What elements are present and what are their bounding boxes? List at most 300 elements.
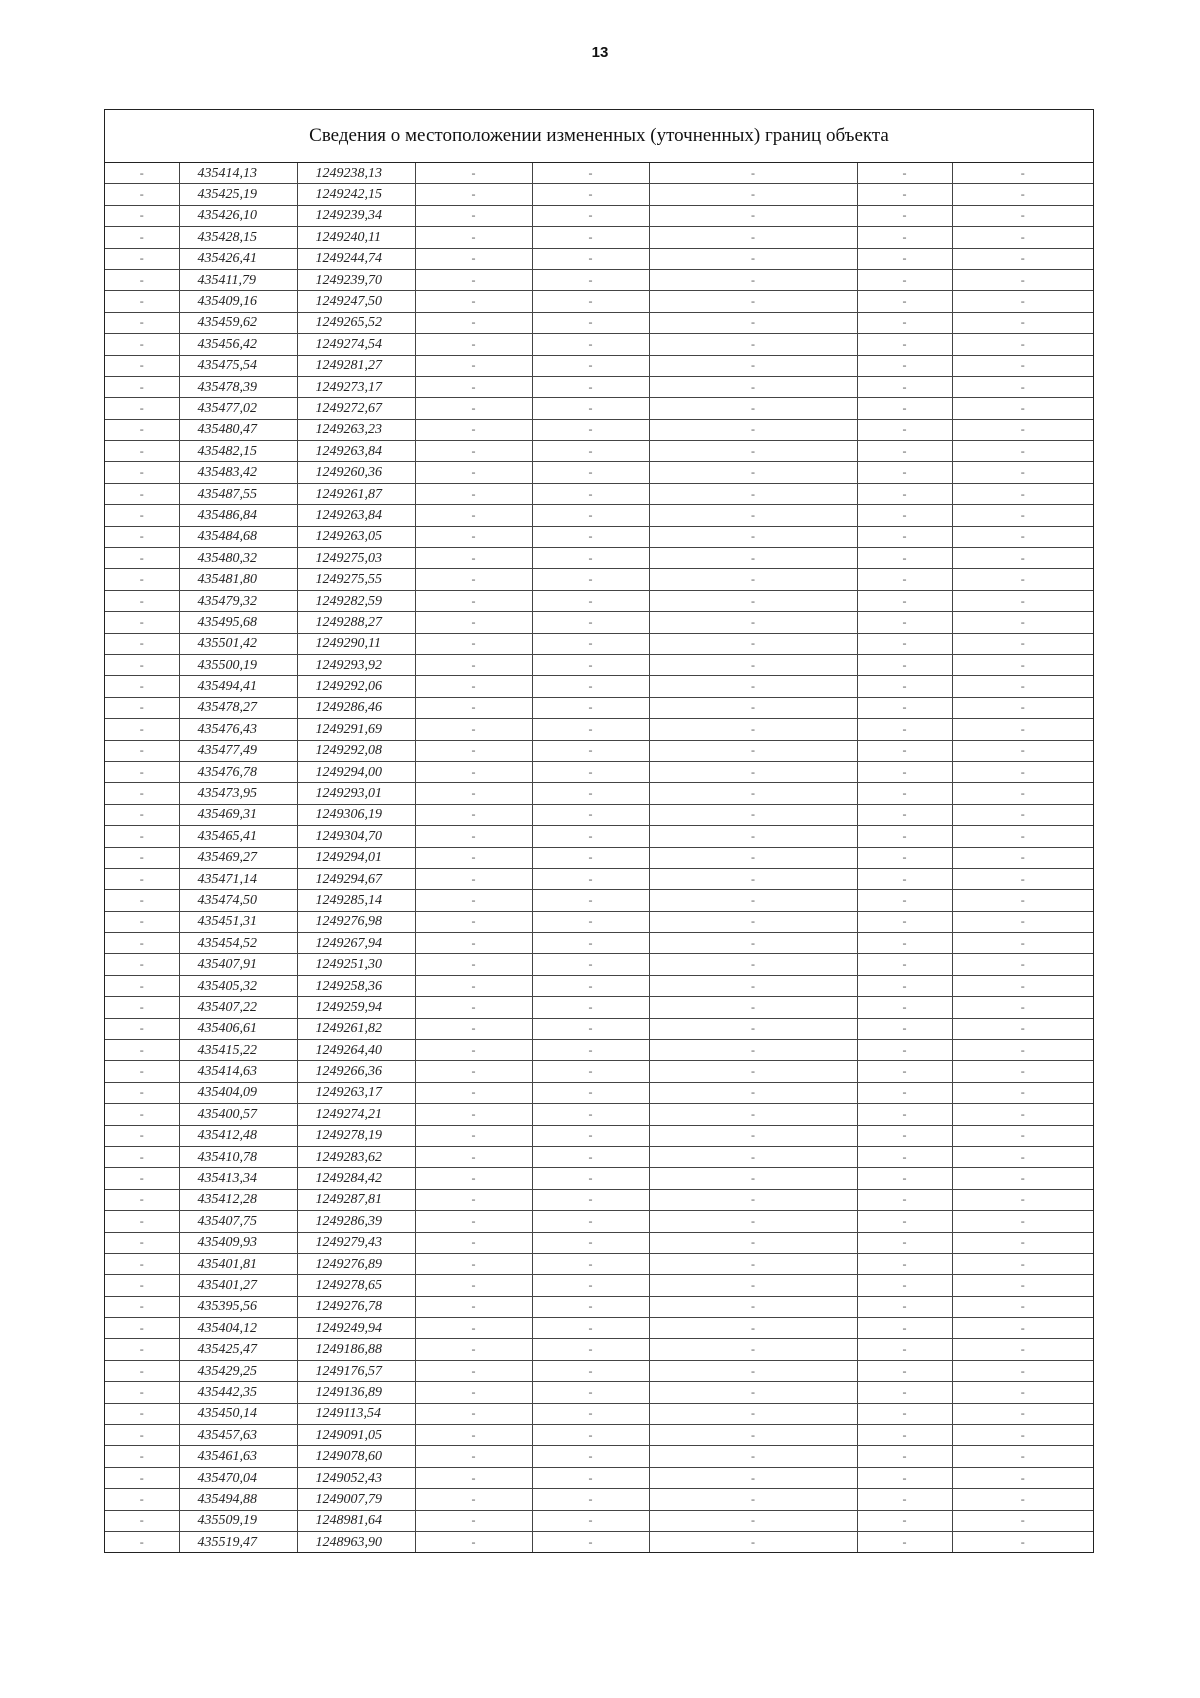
page-number: 13 xyxy=(591,44,609,61)
point-number-cell: - xyxy=(105,719,179,740)
placeholder-cell: - xyxy=(649,163,857,184)
table-row xyxy=(105,1211,1093,1232)
placeholder-cell: - xyxy=(532,1339,649,1360)
placeholder-cell: - xyxy=(952,1146,1093,1167)
table-row xyxy=(105,1104,1093,1125)
placeholder-cell: - xyxy=(415,719,532,740)
placeholder-cell: - xyxy=(649,269,857,290)
point-number-cell: - xyxy=(105,1211,179,1232)
coordinate-y-cell: 1249288,27 xyxy=(297,612,415,633)
placeholder-cell: - xyxy=(857,612,952,633)
placeholder-cell: - xyxy=(415,1467,532,1488)
placeholder-cell: - xyxy=(532,291,649,312)
point-number-cell: - xyxy=(105,1296,179,1317)
placeholder-cell: - xyxy=(952,890,1093,911)
point-number-cell: - xyxy=(105,163,179,184)
placeholder-cell: - xyxy=(415,954,532,975)
placeholder-cell: - xyxy=(649,505,857,526)
table-row xyxy=(105,441,1093,462)
placeholder-cell: - xyxy=(415,1510,532,1531)
placeholder-cell: - xyxy=(532,419,649,440)
table-row xyxy=(105,1489,1093,1510)
coordinate-x-cell: 435501,42 xyxy=(179,633,297,654)
placeholder-cell: - xyxy=(952,783,1093,804)
point-number-cell: - xyxy=(105,911,179,932)
placeholder-cell: - xyxy=(415,462,532,483)
placeholder-cell: - xyxy=(857,1189,952,1210)
table-row xyxy=(105,975,1093,996)
coordinate-x-cell: 435470,04 xyxy=(179,1467,297,1488)
coordinate-x-cell: 435471,14 xyxy=(179,868,297,889)
placeholder-cell: - xyxy=(952,633,1093,654)
coordinate-y-cell: 1249276,98 xyxy=(297,911,415,932)
placeholder-cell: - xyxy=(532,1532,649,1553)
placeholder-cell: - xyxy=(415,1104,532,1125)
placeholder-cell: - xyxy=(952,205,1093,226)
placeholder-cell: - xyxy=(649,291,857,312)
placeholder-cell: - xyxy=(415,1339,532,1360)
placeholder-cell: - xyxy=(857,1532,952,1553)
table-row xyxy=(105,1146,1093,1167)
coordinate-x-cell: 435407,91 xyxy=(179,954,297,975)
placeholder-cell: - xyxy=(857,868,952,889)
point-number-cell: - xyxy=(105,1168,179,1189)
coordinate-x-cell: 435476,43 xyxy=(179,719,297,740)
point-number-cell: - xyxy=(105,1189,179,1210)
placeholder-cell: - xyxy=(415,1232,532,1253)
placeholder-cell: - xyxy=(952,1532,1093,1553)
coordinate-y-cell: 1249186,88 xyxy=(297,1339,415,1360)
placeholder-cell: - xyxy=(649,1296,857,1317)
placeholder-cell: - xyxy=(649,1189,857,1210)
placeholder-cell: - xyxy=(532,205,649,226)
coordinate-y-cell: 1249276,89 xyxy=(297,1253,415,1274)
placeholder-cell: - xyxy=(649,1382,857,1403)
placeholder-cell: - xyxy=(857,975,952,996)
placeholder-cell: - xyxy=(415,1296,532,1317)
coordinate-x-cell: 435477,49 xyxy=(179,740,297,761)
coordinate-y-cell: 1249052,43 xyxy=(297,1467,415,1488)
coordinate-y-cell: 1249240,11 xyxy=(297,227,415,248)
coordinate-x-cell: 435450,14 xyxy=(179,1403,297,1424)
table-row xyxy=(105,1467,1093,1488)
point-number-cell: - xyxy=(105,1125,179,1146)
placeholder-cell: - xyxy=(415,847,532,868)
placeholder-cell: - xyxy=(857,1318,952,1339)
placeholder-cell: - xyxy=(415,291,532,312)
placeholder-cell: - xyxy=(857,847,952,868)
point-number-cell: - xyxy=(105,1339,179,1360)
placeholder-cell: - xyxy=(532,312,649,333)
placeholder-cell: - xyxy=(649,1125,857,1146)
coordinate-y-cell: 1249286,46 xyxy=(297,697,415,718)
placeholder-cell: - xyxy=(952,1425,1093,1446)
coordinate-x-cell: 435465,41 xyxy=(179,826,297,847)
placeholder-cell: - xyxy=(532,633,649,654)
placeholder-cell: - xyxy=(952,1318,1093,1339)
placeholder-cell: - xyxy=(415,334,532,355)
placeholder-cell: - xyxy=(952,697,1093,718)
table-row xyxy=(105,633,1093,654)
coordinate-x-cell: 435487,55 xyxy=(179,483,297,504)
table-row xyxy=(105,1296,1093,1317)
coordinate-x-cell: 435482,15 xyxy=(179,441,297,462)
coordinate-y-cell: 1249290,11 xyxy=(297,633,415,654)
table-row xyxy=(105,804,1093,825)
table-row xyxy=(105,697,1093,718)
table-row xyxy=(105,1082,1093,1103)
coordinate-y-cell: 1249283,62 xyxy=(297,1146,415,1167)
table-row xyxy=(105,269,1093,290)
point-number-cell: - xyxy=(105,505,179,526)
table-row xyxy=(105,890,1093,911)
placeholder-cell: - xyxy=(532,163,649,184)
placeholder-cell: - xyxy=(952,1403,1093,1424)
placeholder-cell: - xyxy=(649,441,857,462)
placeholder-cell: - xyxy=(952,1061,1093,1082)
placeholder-cell: - xyxy=(415,633,532,654)
coordinate-y-cell: 1249292,06 xyxy=(297,676,415,697)
placeholder-cell: - xyxy=(857,804,952,825)
table-row xyxy=(105,1532,1093,1553)
placeholder-cell: - xyxy=(649,847,857,868)
table-row xyxy=(105,1510,1093,1531)
placeholder-cell: - xyxy=(532,548,649,569)
placeholder-cell: - xyxy=(952,997,1093,1018)
table-row xyxy=(105,1339,1093,1360)
placeholder-cell: - xyxy=(415,1446,532,1467)
placeholder-cell: - xyxy=(952,1104,1093,1125)
placeholder-cell: - xyxy=(532,1253,649,1274)
placeholder-cell: - xyxy=(649,1446,857,1467)
coordinate-x-cell: 435395,56 xyxy=(179,1296,297,1317)
placeholder-cell: - xyxy=(649,569,857,590)
point-number-cell: - xyxy=(105,1232,179,1253)
table-row xyxy=(105,612,1093,633)
point-number-cell: - xyxy=(105,612,179,633)
placeholder-cell: - xyxy=(532,462,649,483)
coordinate-y-cell: 1249238,13 xyxy=(297,163,415,184)
placeholder-cell: - xyxy=(952,933,1093,954)
placeholder-cell: - xyxy=(415,548,532,569)
placeholder-cell: - xyxy=(532,1425,649,1446)
placeholder-cell: - xyxy=(952,462,1093,483)
table-row xyxy=(105,826,1093,847)
coordinate-y-cell: 1249275,55 xyxy=(297,569,415,590)
placeholder-cell: - xyxy=(415,1040,532,1061)
point-number-cell: - xyxy=(105,654,179,675)
placeholder-cell: - xyxy=(415,526,532,547)
coordinate-x-cell: 435495,68 xyxy=(179,612,297,633)
placeholder-cell: - xyxy=(857,569,952,590)
placeholder-cell: - xyxy=(857,334,952,355)
point-number-cell: - xyxy=(105,847,179,868)
coordinate-y-cell: 1249282,59 xyxy=(297,590,415,611)
coordinate-x-cell: 435415,22 xyxy=(179,1040,297,1061)
table-row xyxy=(105,376,1093,397)
point-number-cell: - xyxy=(105,398,179,419)
placeholder-cell: - xyxy=(857,676,952,697)
placeholder-cell: - xyxy=(649,1253,857,1274)
coordinate-y-cell: 1249275,03 xyxy=(297,548,415,569)
point-number-cell: - xyxy=(105,804,179,825)
placeholder-cell: - xyxy=(952,954,1093,975)
placeholder-cell: - xyxy=(857,1061,952,1082)
placeholder-cell: - xyxy=(532,1018,649,1039)
placeholder-cell: - xyxy=(415,654,532,675)
point-number-cell: - xyxy=(105,248,179,269)
coordinate-x-cell: 435412,48 xyxy=(179,1125,297,1146)
table-row xyxy=(105,419,1093,440)
coordinate-y-cell: 1249274,54 xyxy=(297,334,415,355)
placeholder-cell: - xyxy=(857,483,952,504)
placeholder-cell: - xyxy=(857,163,952,184)
placeholder-cell: - xyxy=(415,1146,532,1167)
coordinate-y-cell: 1249260,36 xyxy=(297,462,415,483)
placeholder-cell: - xyxy=(952,761,1093,782)
placeholder-cell: - xyxy=(952,355,1093,376)
table-row xyxy=(105,1425,1093,1446)
placeholder-cell: - xyxy=(532,783,649,804)
coordinate-y-cell: 1249272,67 xyxy=(297,398,415,419)
coordinate-x-cell: 435479,32 xyxy=(179,590,297,611)
placeholder-cell: - xyxy=(952,1040,1093,1061)
point-number-cell: - xyxy=(105,740,179,761)
coordinate-y-cell: 1249176,57 xyxy=(297,1360,415,1381)
table-row xyxy=(105,1189,1093,1210)
coordinate-y-cell: 1249249,94 xyxy=(297,1318,415,1339)
point-number-cell: - xyxy=(105,184,179,205)
table-row xyxy=(105,548,1093,569)
placeholder-cell: - xyxy=(532,975,649,996)
placeholder-cell: - xyxy=(857,1489,952,1510)
coordinate-x-cell: 435484,68 xyxy=(179,526,297,547)
point-number-cell: - xyxy=(105,590,179,611)
point-number-cell: - xyxy=(105,483,179,504)
placeholder-cell: - xyxy=(952,590,1093,611)
point-number-cell: - xyxy=(105,1018,179,1039)
coordinate-x-cell: 435406,61 xyxy=(179,1018,297,1039)
placeholder-cell: - xyxy=(952,1189,1093,1210)
coordinate-x-cell: 435509,19 xyxy=(179,1510,297,1531)
placeholder-cell: - xyxy=(532,441,649,462)
table-row xyxy=(105,205,1093,226)
point-number-cell: - xyxy=(105,633,179,654)
coordinate-y-cell: 1249266,36 xyxy=(297,1061,415,1082)
placeholder-cell: - xyxy=(649,227,857,248)
placeholder-cell: - xyxy=(532,227,649,248)
placeholder-cell: - xyxy=(532,847,649,868)
placeholder-cell: - xyxy=(952,1382,1093,1403)
table-row xyxy=(105,719,1093,740)
placeholder-cell: - xyxy=(415,697,532,718)
coordinate-y-cell: 1249276,78 xyxy=(297,1296,415,1317)
coordinate-y-cell: 1249287,81 xyxy=(297,1189,415,1210)
placeholder-cell: - xyxy=(857,740,952,761)
table-row xyxy=(105,590,1093,611)
point-number-cell: - xyxy=(105,334,179,355)
placeholder-cell: - xyxy=(857,1339,952,1360)
table-row xyxy=(105,740,1093,761)
table-row xyxy=(105,1018,1093,1039)
placeholder-cell: - xyxy=(952,1232,1093,1253)
point-number-cell: - xyxy=(105,975,179,996)
placeholder-cell: - xyxy=(649,483,857,504)
placeholder-cell: - xyxy=(532,505,649,526)
coordinate-y-cell: 1249251,30 xyxy=(297,954,415,975)
placeholder-cell: - xyxy=(532,719,649,740)
placeholder-cell: - xyxy=(532,355,649,376)
placeholder-cell: - xyxy=(532,184,649,205)
point-number-cell: - xyxy=(105,526,179,547)
placeholder-cell: - xyxy=(649,1061,857,1082)
placeholder-cell: - xyxy=(532,826,649,847)
placeholder-cell: - xyxy=(857,1146,952,1167)
coordinate-y-cell: 1249278,19 xyxy=(297,1125,415,1146)
table-row xyxy=(105,184,1093,205)
point-number-cell: - xyxy=(105,1275,179,1296)
point-number-cell: - xyxy=(105,954,179,975)
placeholder-cell: - xyxy=(415,1360,532,1381)
coordinate-x-cell: 435413,34 xyxy=(179,1168,297,1189)
coordinate-x-cell: 435429,25 xyxy=(179,1360,297,1381)
placeholder-cell: - xyxy=(532,1467,649,1488)
table-row xyxy=(105,505,1093,526)
table-row xyxy=(105,911,1093,932)
coordinate-y-cell: 1249274,21 xyxy=(297,1104,415,1125)
placeholder-cell: - xyxy=(532,1403,649,1424)
placeholder-cell: - xyxy=(952,505,1093,526)
coordinate-y-cell: 1249265,52 xyxy=(297,312,415,333)
table-row xyxy=(105,462,1093,483)
placeholder-cell: - xyxy=(649,1532,857,1553)
placeholder-cell: - xyxy=(649,184,857,205)
table-row xyxy=(105,1253,1093,1274)
placeholder-cell: - xyxy=(649,526,857,547)
placeholder-cell: - xyxy=(415,184,532,205)
placeholder-cell: - xyxy=(415,163,532,184)
placeholder-cell: - xyxy=(952,740,1093,761)
placeholder-cell: - xyxy=(532,248,649,269)
table-row xyxy=(105,1061,1093,1082)
placeholder-cell: - xyxy=(952,334,1093,355)
point-number-cell: - xyxy=(105,1467,179,1488)
table-row xyxy=(105,1446,1093,1467)
table-row xyxy=(105,1125,1093,1146)
placeholder-cell: - xyxy=(415,376,532,397)
coordinate-y-cell: 1249263,05 xyxy=(297,526,415,547)
coordinate-x-cell: 435401,27 xyxy=(179,1275,297,1296)
table-row xyxy=(105,248,1093,269)
coordinates-table xyxy=(105,163,1093,1552)
placeholder-cell: - xyxy=(415,1061,532,1082)
placeholder-cell: - xyxy=(532,1040,649,1061)
coordinate-x-cell: 435405,32 xyxy=(179,975,297,996)
placeholder-cell: - xyxy=(415,1253,532,1274)
point-number-cell: - xyxy=(105,1040,179,1061)
placeholder-cell: - xyxy=(857,1125,952,1146)
placeholder-cell: - xyxy=(857,1403,952,1424)
point-number-cell: - xyxy=(105,697,179,718)
placeholder-cell: - xyxy=(532,654,649,675)
point-number-cell: - xyxy=(105,1082,179,1103)
placeholder-cell: - xyxy=(857,1296,952,1317)
point-number-cell: - xyxy=(105,826,179,847)
placeholder-cell: - xyxy=(415,355,532,376)
placeholder-cell: - xyxy=(952,975,1093,996)
coordinate-x-cell: 435456,42 xyxy=(179,334,297,355)
placeholder-cell: - xyxy=(649,890,857,911)
table-row xyxy=(105,676,1093,697)
table-row xyxy=(105,355,1093,376)
placeholder-cell: - xyxy=(857,633,952,654)
coordinates-table-frame xyxy=(104,109,1094,1553)
placeholder-cell: - xyxy=(649,1275,857,1296)
placeholder-cell: - xyxy=(532,1168,649,1189)
placeholder-cell: - xyxy=(952,868,1093,889)
placeholder-cell: - xyxy=(415,783,532,804)
coordinate-y-cell: 1249273,17 xyxy=(297,376,415,397)
placeholder-cell: - xyxy=(415,975,532,996)
placeholder-cell: - xyxy=(532,997,649,1018)
placeholder-cell: - xyxy=(415,997,532,1018)
placeholder-cell: - xyxy=(952,1467,1093,1488)
placeholder-cell: - xyxy=(952,676,1093,697)
point-number-cell: - xyxy=(105,227,179,248)
placeholder-cell: - xyxy=(857,1211,952,1232)
coordinate-x-cell: 435481,80 xyxy=(179,569,297,590)
placeholder-cell: - xyxy=(532,761,649,782)
coordinate-y-cell: 1249278,65 xyxy=(297,1275,415,1296)
point-number-cell: - xyxy=(105,933,179,954)
placeholder-cell: - xyxy=(952,227,1093,248)
placeholder-cell: - xyxy=(952,184,1093,205)
placeholder-cell: - xyxy=(952,1360,1093,1381)
placeholder-cell: - xyxy=(415,1275,532,1296)
coordinate-x-cell: 435469,31 xyxy=(179,804,297,825)
placeholder-cell: - xyxy=(857,1018,952,1039)
placeholder-cell: - xyxy=(649,590,857,611)
placeholder-cell: - xyxy=(952,419,1093,440)
table-row xyxy=(105,163,1093,184)
placeholder-cell: - xyxy=(532,1082,649,1103)
placeholder-cell: - xyxy=(649,462,857,483)
placeholder-cell: - xyxy=(415,890,532,911)
placeholder-cell: - xyxy=(857,1425,952,1446)
point-number-cell: - xyxy=(105,676,179,697)
placeholder-cell: - xyxy=(415,569,532,590)
placeholder-cell: - xyxy=(649,676,857,697)
placeholder-cell: - xyxy=(857,1360,952,1381)
table-row xyxy=(105,398,1093,419)
point-number-cell: - xyxy=(105,1489,179,1510)
table-row xyxy=(105,1040,1093,1061)
coordinate-y-cell: 1249263,84 xyxy=(297,505,415,526)
placeholder-cell: - xyxy=(649,355,857,376)
coordinate-y-cell: 1249007,79 xyxy=(297,1489,415,1510)
placeholder-cell: - xyxy=(532,376,649,397)
placeholder-cell: - xyxy=(952,398,1093,419)
placeholder-cell: - xyxy=(532,911,649,932)
point-number-cell: - xyxy=(105,462,179,483)
placeholder-cell: - xyxy=(857,312,952,333)
placeholder-cell: - xyxy=(649,1018,857,1039)
coordinate-x-cell: 435442,35 xyxy=(179,1382,297,1403)
coordinate-y-cell: 1249264,40 xyxy=(297,1040,415,1061)
coordinate-y-cell: 1249247,50 xyxy=(297,291,415,312)
placeholder-cell: - xyxy=(649,654,857,675)
placeholder-cell: - xyxy=(649,1104,857,1125)
